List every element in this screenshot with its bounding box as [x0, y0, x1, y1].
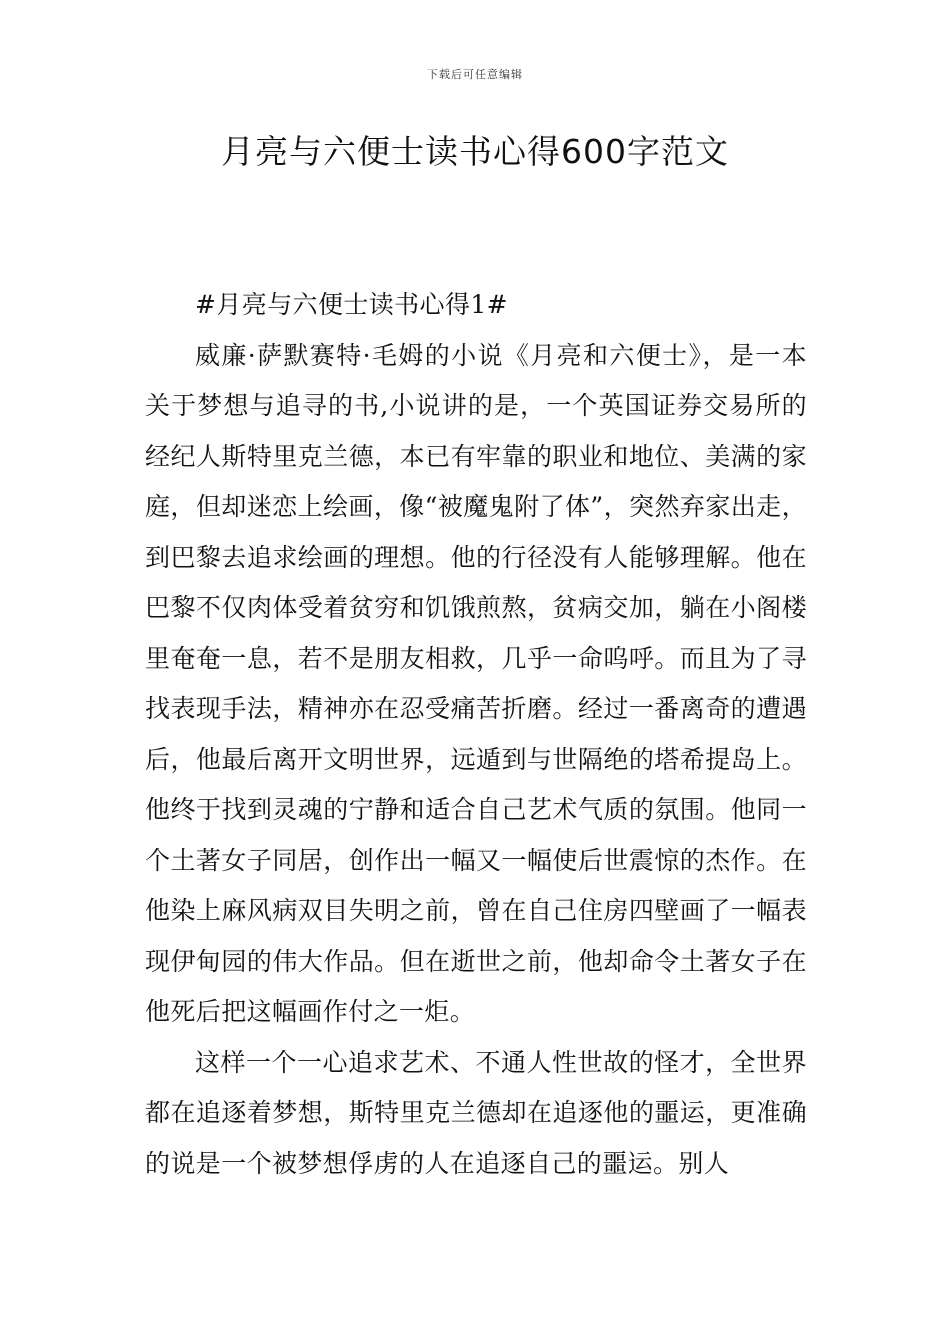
section-heading: #月亮与六便士读书心得1#	[195, 290, 509, 319]
body-paragraph: 威廉·萨默赛特·毛姆的小说《月亮和六便士》，是一本关于梦想与追寻的书,小说讲的是，一个英国证券交易所的经纪人斯特里克兰德，本已有牢靠的职业和地位、美满的家庭，但却迷恋上绘画，像“被魔鬼附了体”，突然弃家出走，到巴黎去追求绘画的理想。他的行径没有人能够理解。他在巴黎不仅肉体受着贫穷和饥饿煎熬，贫病交加，躺在小阁楼里奄奄一息，若不是朋友相救，几乎一命呜呼。而且为了寻找表现手法，精神亦在忍受痛苦折磨。经过一番离奇的遭遇后，他最后离开文明世界，远遁到与世隔绝的塔希提岛上。他终于找到灵魂的宁静和适合自己艺术气质的氛围。他同一个土著女子同居，创作出一幅又一幅使后世震惊的杰作。在他染上麻风病双目失明之前，曾在自己住房四壁画了一幅表现伊甸园的伟大作品。但在逝世之前，他却命令土著女子在他死后把这幅画作付之一炬。	[145, 340, 807, 1026]
header-note: 下载后可任意编辑	[427, 68, 523, 81]
document-body	[145, 280, 807, 1189]
document-title: 月亮与六便士读书心得600字范文	[221, 132, 729, 171]
body-paragraph: 这样一个一心追求艺术、不通人性世故的怪才，全世界都在追逐着梦想，斯特里克兰德却在追逐他的噩运，更准确的说是一个被梦想俘虏的人在追逐自己的噩运。别人	[145, 1047, 807, 1178]
